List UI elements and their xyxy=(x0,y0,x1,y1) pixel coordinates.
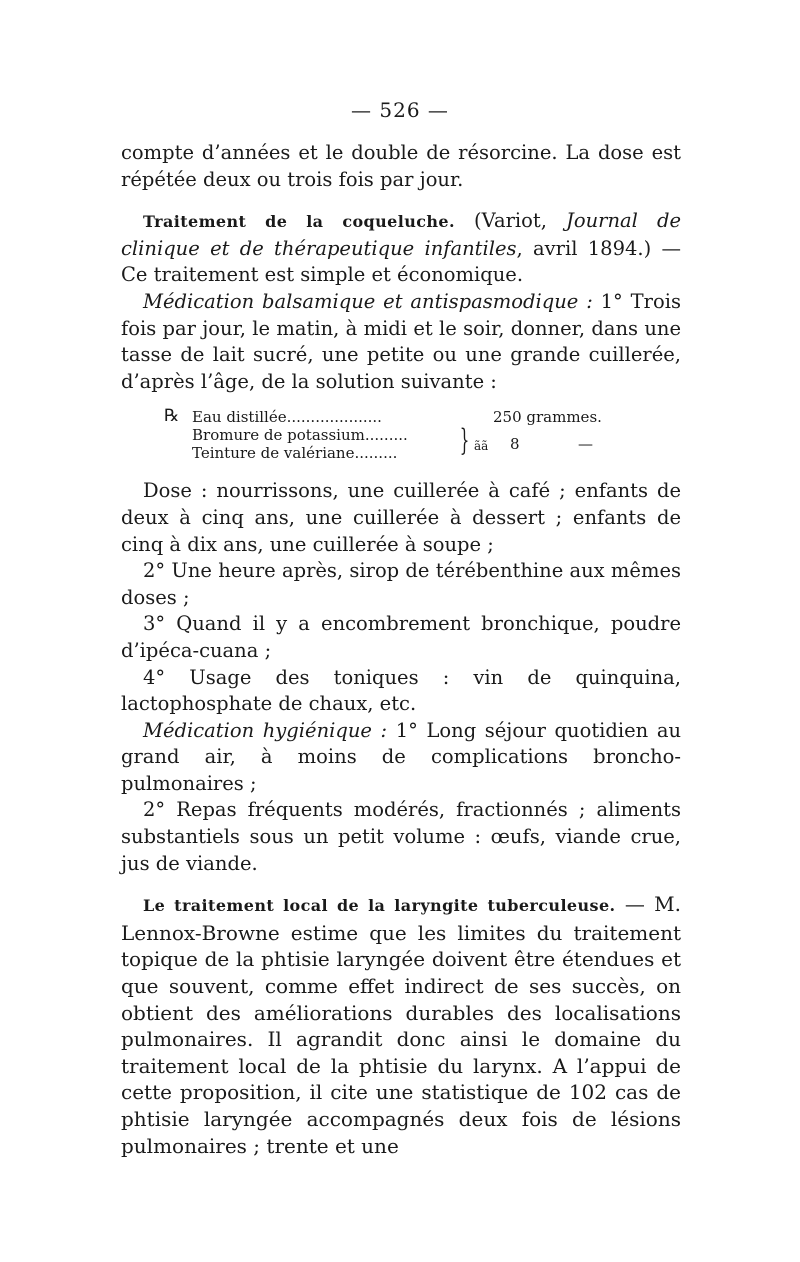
journal-title: Journal de clinique et de thérapeutique infantiles xyxy=(121,209,681,260)
citation-close: , avril 1894.) — Ce traitement est simple et économique. xyxy=(121,236,681,287)
shared-quantity: 8 xyxy=(510,435,520,454)
paragraph-laryngite xyxy=(121,891,681,1159)
medication-balsamique-title: Médication balsamique et antispasmodique : xyxy=(143,289,593,313)
paragraph-medication-hygienique xyxy=(121,718,681,798)
body-text xyxy=(121,140,681,1159)
paragraph-coqueluche xyxy=(121,208,681,289)
paragraph-medication-balsamique xyxy=(121,289,681,395)
ingredient-bromure: Bromure de potassium......... xyxy=(192,426,408,445)
medication-balsamique-text: 1° Trois fois par jour, le matin, à midi et le soir, donner, dans une tasse de lait sucré, une petite ou une grande cuillerée, d’après l’âge, de la solution suivante : xyxy=(121,289,681,393)
citation-open: (Variot, xyxy=(454,209,567,233)
paragraph-repas: 2° Repas fréquents modérés, fractionnés ; aliments substantiels sous un petit volume : œufs, viande crue, jus de viande. xyxy=(121,798,681,875)
ingredient-eau-quantity: 250 grammes. xyxy=(493,408,602,427)
brace-icon: } xyxy=(459,423,470,459)
paragraph-encombrement: 3° Quand il y a encombrement bronchique, poudre d’ipéca-cuana ; xyxy=(121,612,681,662)
paragraph-toniques: 4° Usage des toniques : vin de quinquina, lactophosphate de chaux, etc. xyxy=(121,665,681,716)
medication-hygienique-title: Médication hygiénique : xyxy=(143,718,388,742)
prescription xyxy=(164,404,681,462)
shared-unit: — xyxy=(578,435,593,454)
paragraph-resorcine: compte d’années et le double de résorcine. La dose est répétée deux ou trois fois par jour. xyxy=(121,141,681,191)
laryngite-text: — M. Lennox-Browne estime que les limites du traitement topique de la phtisie laryngée doivent être étendues et que souvent, comme effet indirect de ses succès, on obtient des améliorations durables des localisations pulmonaires. Il agrandit donc ainsi le domaine du traitement local de la phtisie du larynx. A l’appui de cette proposition, il cite une statistique de 102 cas de phtisie laryngée accompagnés deux fois de lésions pulmonaires ; trente et une xyxy=(121,892,681,1158)
heading-coqueluche: Traitement de la coqueluche. xyxy=(143,212,455,232)
brace-label: ãã xyxy=(474,439,489,454)
paragraph-dose: Dose : nourrissons, une cuillerée à café ; enfants de deux à cinq ans, une cuillerée à dessert ; enfants de cinq à dix ans, une cuillerée à soupe ; xyxy=(121,479,681,556)
rx-symbol: ℞ xyxy=(164,406,180,427)
paragraph-sirop: 2° Une heure après, sirop de térébenthine aux mêmes doses ; xyxy=(121,559,681,609)
page-number: — 526 — xyxy=(351,98,449,122)
ingredient-teinture: Teinture de valériane......... xyxy=(192,444,398,463)
ingredient-eau: Eau distillée.................... xyxy=(192,408,382,427)
medication-hygienique-text: 1° Long séjour quotidien au grand air, à moins de complications broncho-pulmonaires ; xyxy=(121,718,682,795)
heading-laryngite: Le traitement local de la laryngite tuberculeuse. xyxy=(143,896,616,916)
